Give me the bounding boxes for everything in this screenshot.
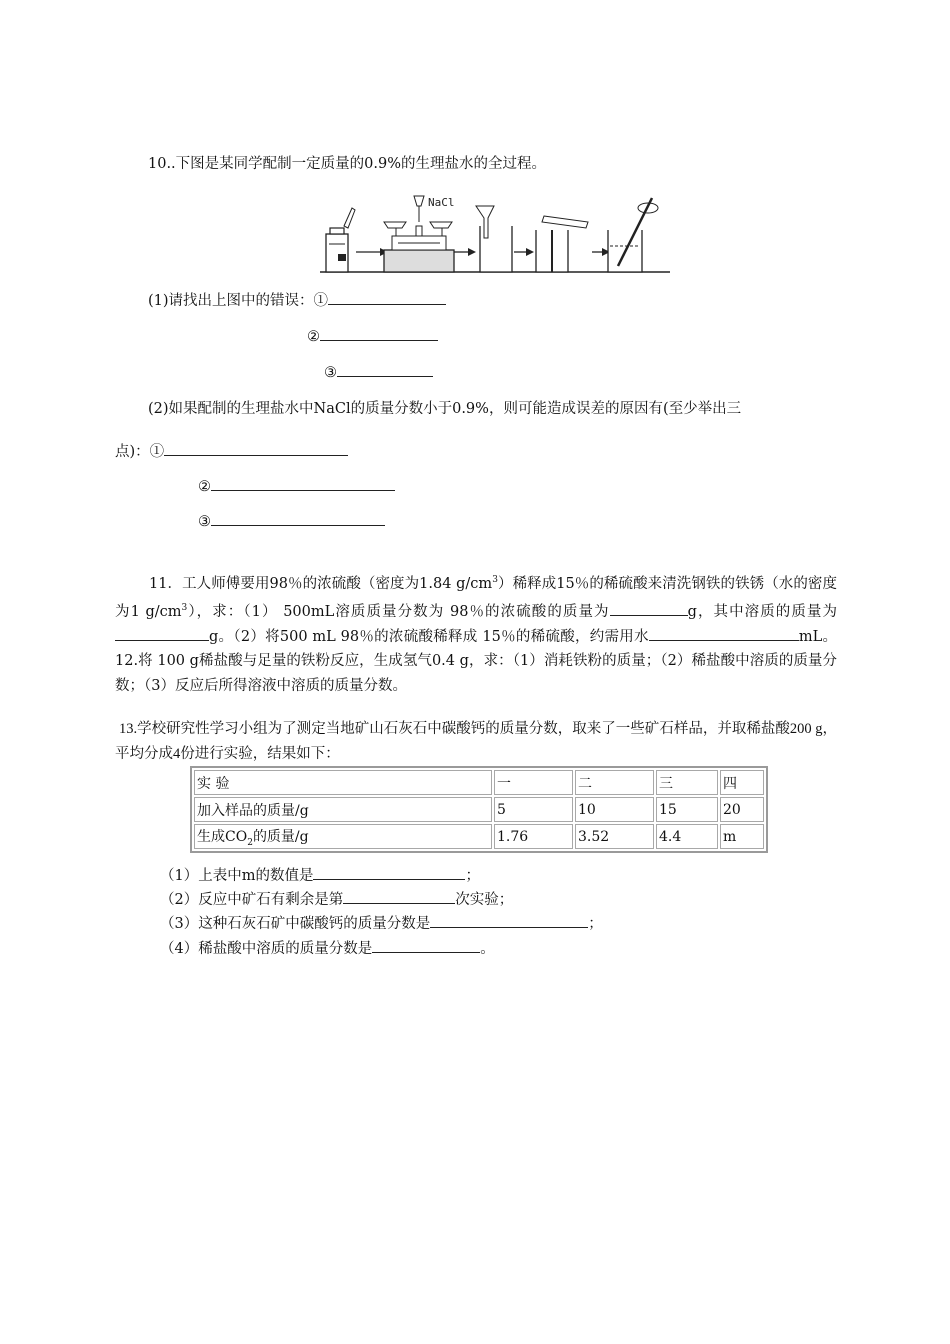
q11-text-5: g。（2）将500 mL 98％的浓硫酸稀释成 15％的稀硫酸，约需用水 [209,628,649,645]
results-table [190,766,768,853]
reagent-bottle-icon [326,208,355,272]
arrow-4-icon [592,248,610,256]
answer-blank-7[interactable] [610,601,688,616]
arrow-3-icon [514,248,534,256]
table-header-cell: 实 验 [194,770,492,795]
co2-label-post: 的质量/g [252,828,309,845]
q13-sub1 [160,864,480,885]
beaker-cylinder-icon [536,216,588,272]
table-row [194,824,764,849]
co2-label-sub: 2 [247,837,253,848]
q10-blank3-label: ③ [324,365,337,381]
q10-part1-item2 [307,326,438,345]
table-row [194,797,764,822]
q10-blank2-label: ② [307,329,320,345]
beaker-stir-icon [608,198,658,272]
q13-s4-end: 。 [480,941,495,957]
q10-part1-label: (1)请找出上图中的错误：① [148,293,329,309]
answer-blank-4[interactable] [164,441,348,456]
table-header-cell: 四 [720,770,764,795]
table-cell: 1.76 [494,824,573,849]
q11-sup-2: 3 [181,603,188,614]
q11-text-3: ），求：（1） 500mL溶质质量分数为 98％的浓硫酸的质量为 [187,604,610,621]
lab-procedure-diagram [318,186,678,278]
q10-title: 10..下图是某同学配制一定质量的0.9%的生理盐水的全过程。 [148,156,547,172]
table-cell: 5 [494,797,573,822]
q10-part2-line2 [115,440,348,461]
q11-text-1: 11．工人师傅要用98％的浓硫酸（密度为1.84 g/cm [149,575,493,592]
answer-blank-6[interactable] [211,511,385,526]
table-cell [194,824,492,849]
table-cell: 10 [575,797,654,822]
answer-blank-12[interactable] [430,913,588,928]
answer-blank-11[interactable] [343,889,455,904]
q10-part2-line1: (2)如果配制的生理盐水中NaCl的质量分数小于0.9%，则可能造成误差的原因有(至少举出三 [148,401,742,417]
table-cell: 20 [720,797,764,822]
q13-s1-end: ； [465,868,480,884]
q13-sub4 [160,937,495,958]
q13-s1-label: （1）上表中m的数值是 [160,868,314,884]
answer-blank-13[interactable] [372,938,480,953]
q11-text-6: mL。12.将 100 g稀盐酸与足量的铁粉反应，生成氢气0.4 g，求：（1）消耗铁粉的质量；（2）稀盐酸中溶质的质量分数；（3）反应后所得溶液中溶质的质量分数。 [115,628,837,694]
beaker-funnel-icon [476,206,512,272]
arrow-1-icon [356,248,388,256]
q13-s2-label: （2）反应中矿石有剩余是第 [160,892,344,908]
table-cell: 4.4 [656,824,718,849]
q13-s3-label: （3）这种石灰石矿中碳酸钙的质量分数是 [160,916,431,932]
table-header-cell: 一 [494,770,573,795]
answer-blank-2[interactable] [320,326,438,341]
table-header-cell: 二 [575,770,654,795]
q10-part1-item3 [324,362,433,381]
q13-s3-end: ； [588,916,603,932]
table-cell: 15 [656,797,718,822]
answer-blank-9[interactable] [649,626,799,641]
table-cell: m [720,824,764,849]
table-row [194,770,764,795]
q13-sub2 [160,888,513,909]
q11-paragraph [115,568,837,698]
nacl-label: NaCl [428,196,455,209]
answer-blank-8[interactable] [115,626,209,641]
q10-part1-prompt [148,289,446,310]
answer-blank-1[interactable] [328,290,446,305]
q13-s2-end: 次实验； [455,892,514,908]
q11-sup-1: 3 [492,575,498,585]
arrow-2-icon [454,248,476,256]
q10-part2-blank2-label: ② [198,479,211,495]
q11-text-4: g，其中溶质的质量为 [687,604,838,621]
q13-s4-label: （4）稀盐酸中溶质的质量分数是 [160,941,373,957]
answer-blank-10[interactable] [313,865,465,880]
q10-part2-blank3-label: ③ [198,514,211,530]
answer-blank-3[interactable] [337,362,433,377]
table-cell: 3.52 [575,824,654,849]
co2-label-pre: 生成CO [197,828,248,845]
q10-part2-label: 点)：① [115,444,165,460]
q10-part2-item3 [198,511,385,530]
q13-intro: 13.学校研究性学习小组为了测定当地矿山石灰石中碳酸钙的质量分数，取来了一些矿石样品，并取稀盐酸200 g，平均分成4份进行实验，结果如下： [115,721,837,762]
table-cell: 加入样品的质量/g [194,797,492,822]
q10-part2-item2 [198,476,395,495]
q13-sub3 [160,912,603,933]
answer-blank-5[interactable] [211,476,395,491]
table-header-cell: 三 [656,770,718,795]
balance-icon [384,196,455,272]
q11-text-2: ）稀释成15％的稀硫酸来清洗钢铁的铁锈（水的密度为1 g/cm [115,575,837,621]
